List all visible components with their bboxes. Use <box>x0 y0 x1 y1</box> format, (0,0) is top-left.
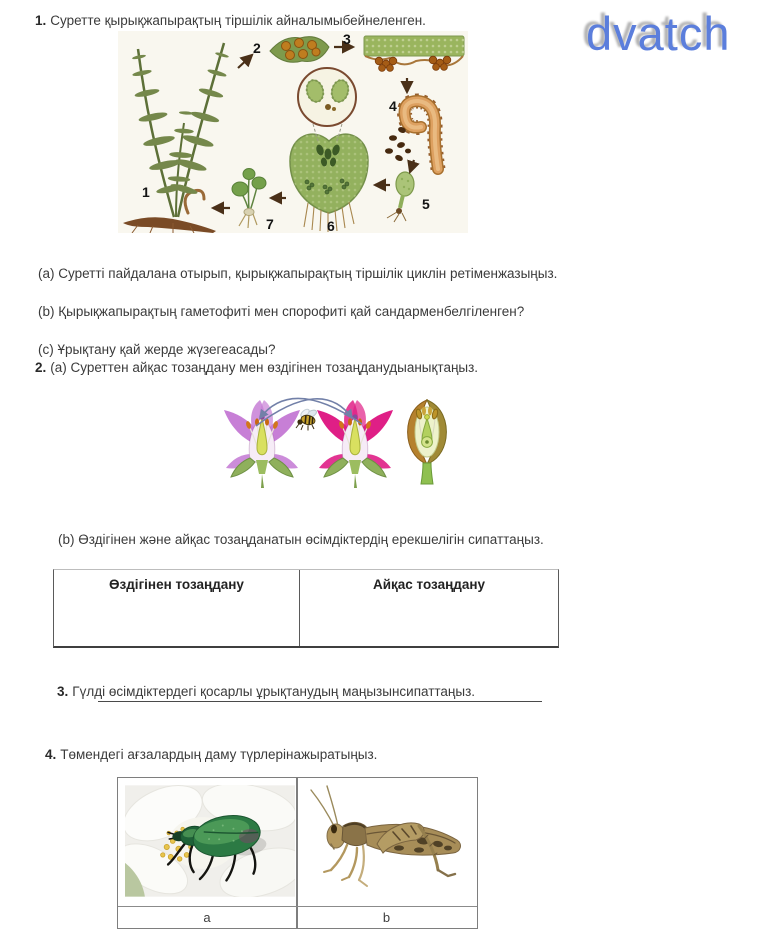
grasshopper-photo <box>305 782 473 904</box>
pollination-figure <box>212 386 457 494</box>
beetle-on-flower-photo <box>125 785 295 897</box>
fern-stage-label-5: 5 <box>422 196 430 212</box>
question-3-number: 3. <box>57 684 69 699</box>
fern-stage-label-1: 1 <box>142 184 150 200</box>
organism-label-b: b <box>382 910 391 925</box>
right-flower-cross-section <box>317 400 393 488</box>
question-4-text: Төмендегі ағзалардың даму түрлерінажыратыңыз. <box>60 747 378 762</box>
question-2b: (b) Өздігінен және айқас тозаңданатын өсімдіктердің ерекшелігін сипаттаңыз. <box>58 532 544 547</box>
self-pollination-header: Өздігінен тозаңдану <box>109 577 244 592</box>
self-pollination-column <box>54 570 300 646</box>
question-2-number: 2. <box>35 360 47 375</box>
question-1 <box>35 13 426 29</box>
question-1-number: 1. <box>35 13 47 28</box>
fern-stage-label-7: 7 <box>266 216 274 232</box>
watermark: dvatch <box>586 7 731 60</box>
left-flower-cross-section <box>224 400 300 488</box>
question-1c: (c) Ұрықтану қай жерде жүзегеасады? <box>38 342 276 357</box>
organism-label-a: a <box>203 910 211 925</box>
pollination-comparison-table <box>53 569 559 648</box>
fern-stage-label-4: 4 <box>389 98 397 114</box>
organism-label-row <box>118 906 477 928</box>
fern-stage-label-2: 2 <box>253 40 261 56</box>
question-3-answer-line <box>98 701 542 702</box>
question-4-number: 4. <box>45 747 57 762</box>
question-4 <box>45 747 377 763</box>
question-1a: (a) Суретті пайдалана отырып, қырықжапырақтың тіршілік циклін ретіменжазыңыз. <box>38 266 558 281</box>
question-3-text: Гүлді өсімдіктердегі қосарлы ұрықтанудың маңызынсипаттаңыз. <box>72 684 476 699</box>
question-3 <box>57 684 475 700</box>
closed-bud-self-pollination <box>408 400 447 484</box>
fern-life-cycle-figure <box>118 31 468 233</box>
fern-stage-label-6: 6 <box>327 218 335 233</box>
question-2a-text: (a) Суреттен айқас тозаңдану мен өздігінен тозаңданудыанықтаңыз. <box>50 360 479 375</box>
development-types-table <box>117 777 478 929</box>
question-1-text: Суретте қырықжапырақтың тіршілік айналымыбейнеленген. <box>50 13 426 28</box>
fern-stage-label-3: 3 <box>343 31 351 47</box>
question-2a <box>35 360 478 376</box>
cross-pollination-header: Айқас тозаңдану <box>372 577 485 592</box>
cross-pollination-column <box>300 570 558 646</box>
question-1b: (b) Қырықжапырақтың гаметофиті мен спорофиті қай сандарменбелгіленген? <box>38 304 525 319</box>
